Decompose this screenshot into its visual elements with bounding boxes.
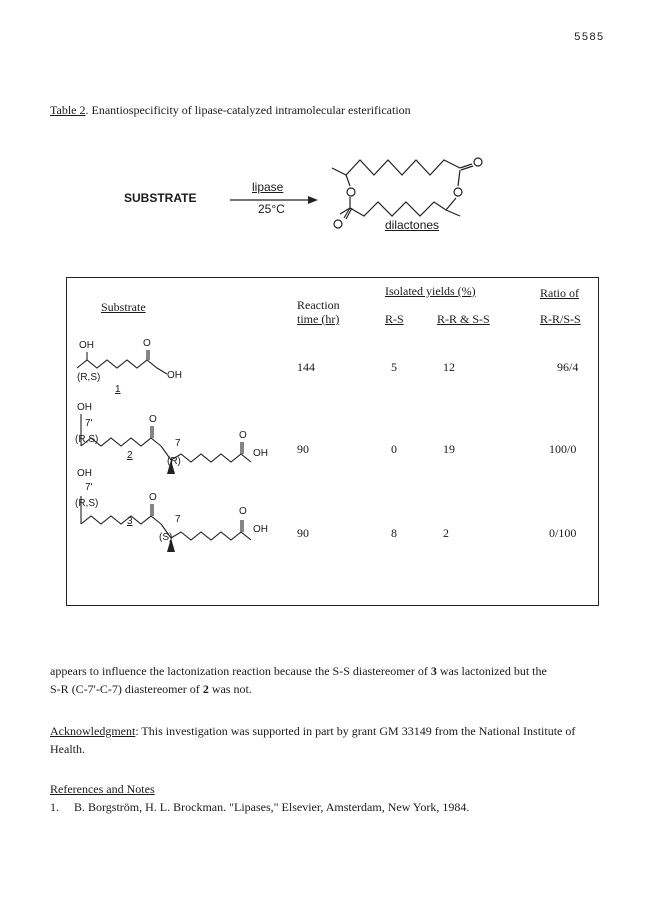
mol1-rs: (R,S) [77,372,101,383]
header-substrate: Substrate [101,300,146,314]
header-rr-ss: R-R & S-S [437,312,490,326]
row3-rs: 8 [391,526,397,540]
para-text-d: (C-7'-C-7) diastereomer of [68,682,203,696]
para-ss: S-S [332,664,350,678]
para-text-a: appears to influence the lactonization reaction because the [50,664,333,678]
header-ratio: Ratio of [540,286,579,300]
row2-rs: 0 [391,442,397,456]
mol2-oh: OH [77,402,92,413]
mol3-o: O [149,492,157,503]
mol1-oh: OH [79,340,94,351]
mol2-o-acid: O [239,430,247,441]
row1-rs: 5 [391,360,397,374]
body-paragraph [50,662,610,698]
mol3-c7: 7 [175,514,181,525]
references-heading: References and Notes [50,782,155,796]
mol3-rs: (R,S) [75,498,99,509]
para-sr: S-R [50,682,69,696]
mol3-c7p: 7' [85,482,93,493]
acknowledgment [50,722,610,758]
mol1-oh-end: OH [167,370,182,381]
table-caption [50,103,411,118]
row3-time: 90 [297,526,309,540]
row1-rrss: 12 [443,360,455,374]
results-table [66,277,599,606]
row2-time: 90 [297,442,309,456]
reference-text: B. Borgström, H. L. Brockman. "Lipases," Elsevier, Amsterdam, New York, 1984. [74,800,470,814]
row2-ratio: 100/0 [549,442,577,456]
mol2-rs: (R,S) [75,434,99,445]
scheme-condition-top: lipase [252,180,284,194]
para-compound-2: 2 [202,682,209,696]
acknowledgment-label: Acknowledgment [50,724,136,738]
scheme-condition-bottom: 25°C [258,202,285,216]
mol2-o: O [149,414,157,425]
reference-number: 1. [50,800,59,814]
para-text-b: diastereomer of [349,664,431,678]
row1-time: 144 [297,360,315,374]
compound-1-label: 1 [115,384,121,395]
mol3-oh-end: OH [253,524,268,535]
reaction-arrow [228,194,320,206]
mol2-c7p: 7' [85,418,93,429]
acknowledgment-text: : This investigation was supported in part by grant GM 33149 from the National Institute of Health. [50,724,576,756]
header-time: time (hr) [297,312,340,326]
page-number: 5585 [574,32,605,44]
header-rs: R-S [385,312,404,326]
header-reaction: Reaction [297,298,340,312]
mol2-r: (R) [167,456,181,467]
caption-text: . Enantiospecificity of lipase-catalyzed intramolecular esterification [85,103,411,117]
header-rr-ss-ratio: R-R/S-S [540,312,581,326]
row1-ratio: 96/4 [557,360,579,374]
row3-ratio: 0/100 [549,526,577,540]
mol2-c7: 7 [175,438,181,449]
row2-rrss: 19 [443,442,455,456]
scheme-substrate: SUBSTRATE [124,191,197,205]
compound-3-label: 3 [127,516,133,527]
mol2-oh-end: OH [253,448,268,459]
mol3-oh: OH [77,468,92,479]
scheme-product: dilactones [385,218,440,232]
para-text-e: was not. [208,682,252,696]
reference-item [50,800,469,815]
para-compound-3: 3 [430,664,437,678]
para-text-c: was lactonized but the [436,664,547,678]
caption-label: Table 2 [50,103,86,117]
mol1-o: O [143,338,151,349]
mol3-o-acid: O [239,506,247,517]
header-isolated: Isolated yields (%) [385,284,476,298]
mol3-s: (S) [159,532,173,543]
compound-2-label: 2 [127,450,133,461]
row3-rrss: 2 [443,526,449,540]
